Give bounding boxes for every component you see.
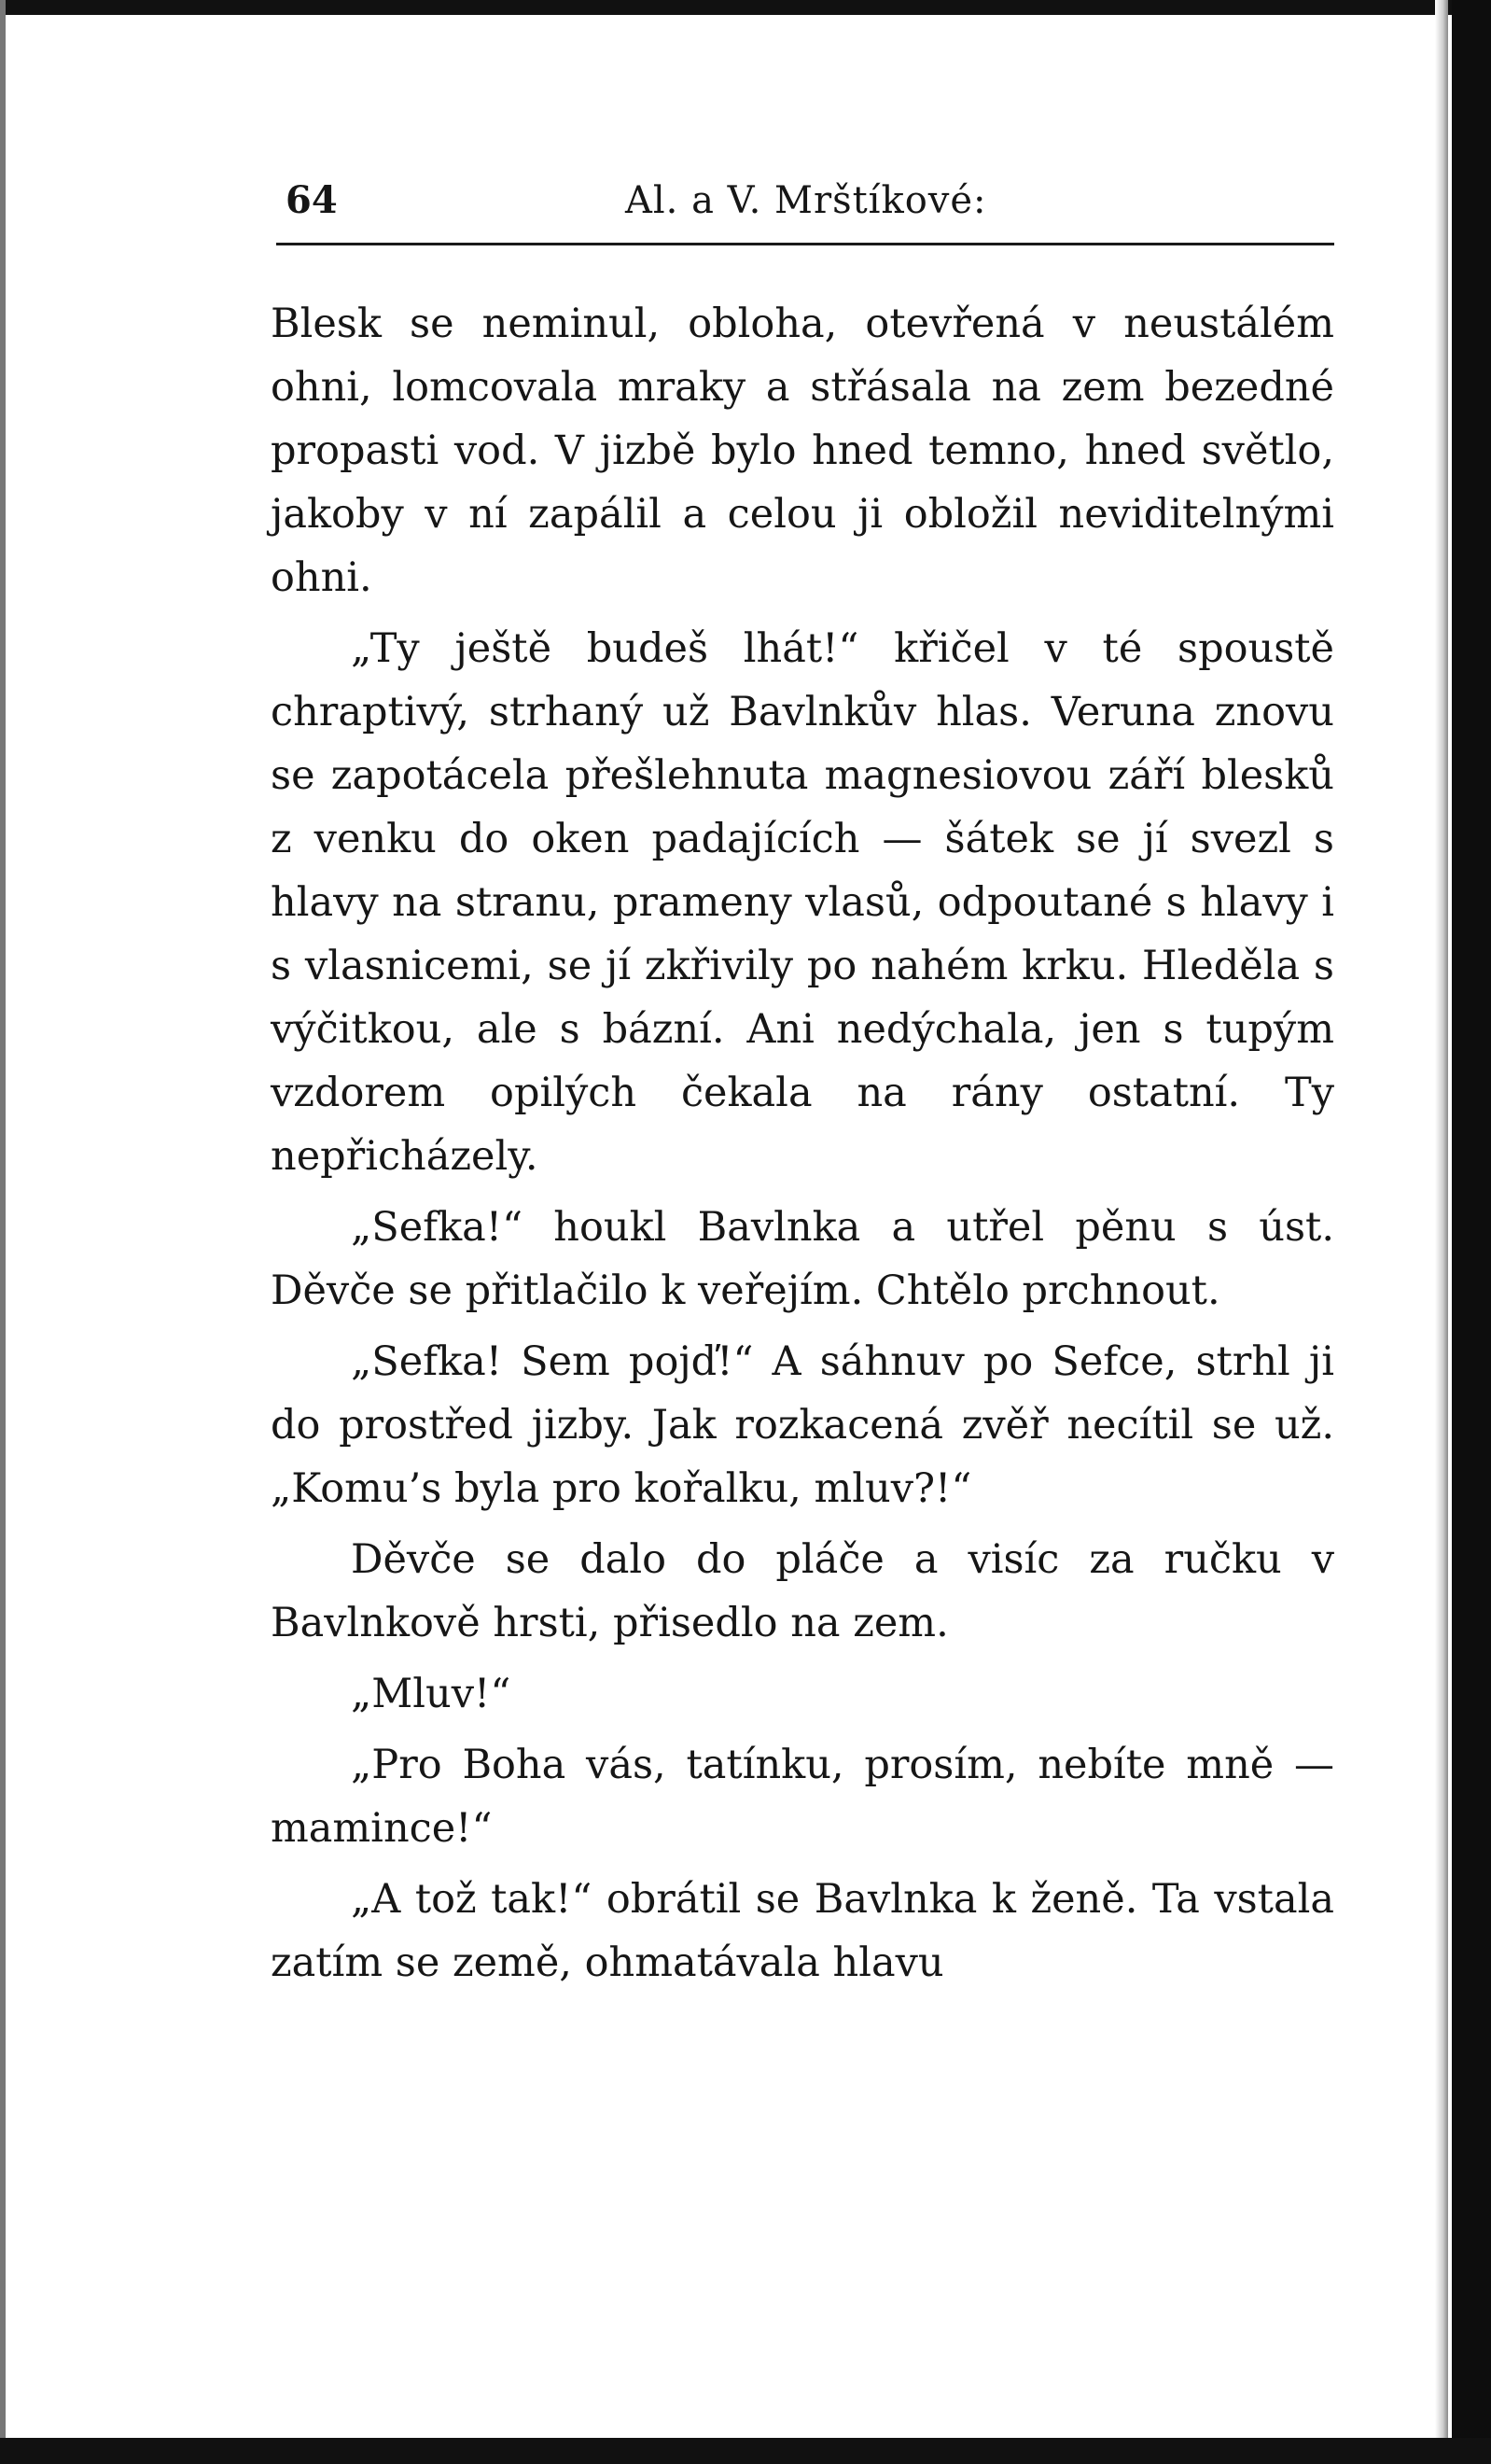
paragraph: „Pro Boha vás, tatínku, prosím, nebíte mně — mamince!“ — [271, 1742, 1334, 1852]
paragraph: „Ty ještě budeš lhát!“ křičel v té spoustě chraptivý, strhaný už Bavlnkův hlas. Veruna znovu se zapotácela přešlehnuta magnesiovou září blesků z venku do oken padajících — šátek se jí svezl s hlavy na stranu, prameny vlasů, odpoutané s hlavy i s vlasnicemi, se jí zkřivily po nahém krku. Hleděla s výčitkou, ale s bázní. Ani nedýchala, jen s tupým vzdorem opilých čekala na rány ostatní. Ty nepřicházely. — [271, 625, 1334, 1180]
scan-border-right — [1452, 0, 1491, 2464]
body-text — [271, 292, 1334, 1995]
page-number: 64 — [286, 178, 338, 222]
scan-border-top — [0, 0, 1491, 15]
header-rule — [276, 243, 1334, 245]
book-page — [271, 168, 1334, 2002]
paragraph: „Mluv!“ — [351, 1671, 511, 1717]
page-edge-shadow — [1435, 0, 1448, 2464]
scan-border-bottom — [0, 2438, 1491, 2464]
paragraph: „Sefka! Sem pojď!“ A sáhnuv po Sefce, strhl ji do prostřed jizby. Jak rozkacená zvěř necítil se už. „Komu’s byla pro kořalku, mluv?!“ — [271, 1338, 1334, 1512]
paragraph: Děvče se dalo do pláče a visíc za ručku v Bavlnkově hrsti, přisedlo na zem. — [271, 1536, 1334, 1646]
paragraph: „Sefka!“ houkl Bavlnka a utřel pěnu s úst. Děvče se přitlačilo k veřejím. Chtělo prchnout. — [271, 1204, 1334, 1314]
running-head-title: Al. a V. Mrštíkové: — [625, 179, 987, 222]
paragraph: Blesk se neminul, obloha, otevřená v neustálém ohni, lomcovala mraky a střásala na zem bezedné propasti vod. V jizbě bylo hned temno, hned světlo, jakoby v ní zapálil a celou ji obložil neviditelnými ohni. — [271, 301, 1334, 601]
running-head — [271, 168, 1334, 233]
scan-border-left — [0, 0, 6, 2464]
paragraph: „A tož tak!“ obrátil se Bavlnka k ženě. Ta vstala zatím se země, ohmatávala hlavu — [271, 1876, 1334, 1986]
